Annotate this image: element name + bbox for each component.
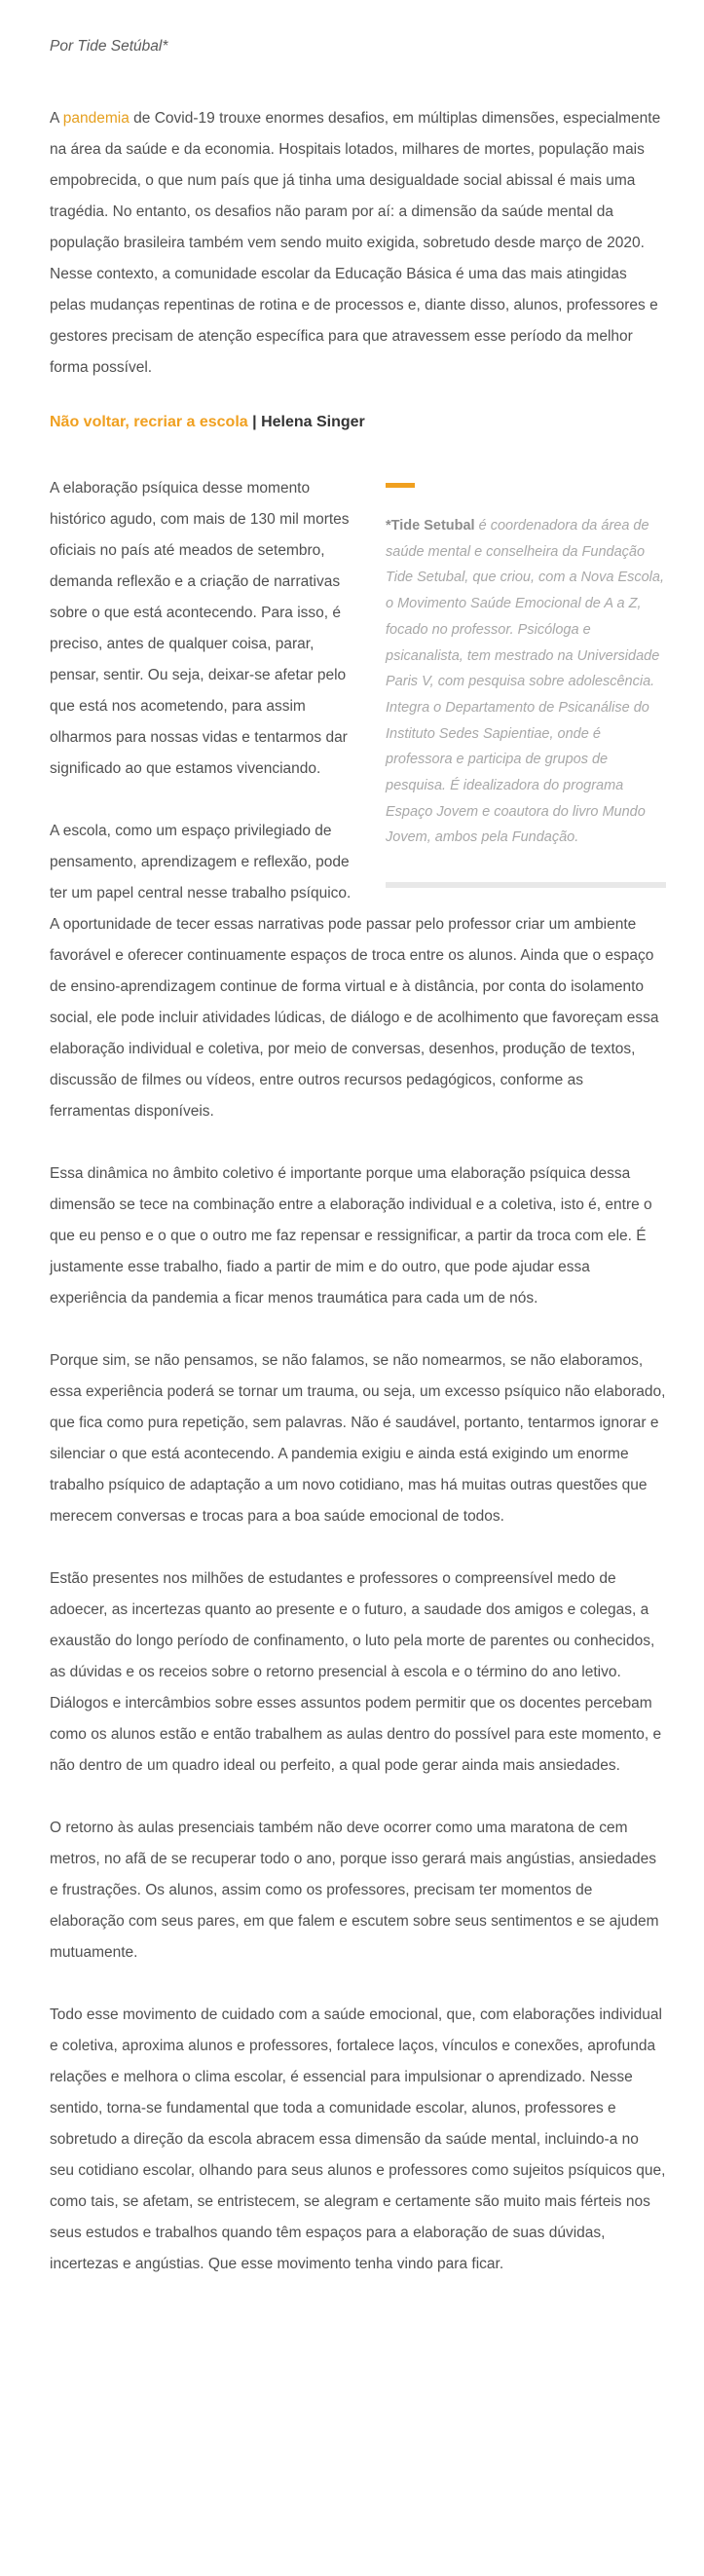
aside-divider xyxy=(386,882,666,888)
author-bio-box xyxy=(386,483,666,888)
accent-bar xyxy=(386,483,415,488)
body-paragraph-2: A escola, como um espaço privilegiado de pensamento, aprendizagem e reflexão, pode ter um papel central nesse trabalho psíquico. A oportunidade de tecer essas narrativas pode passar pelo professor criar um ambiente favorável e oferecer continuamente espaços de troca entre os alunos. Ainda que o espaço de ensino-aprendizagem continue de forma virtual e à distância, por conta do isolamento social, ele pode incluir atividades lúdicas, de diálogo e de acolhimento que favoreçam essa elaboração individual e coletiva, por meio de conversas, desenhos, produção de textos, discussão de filmes ou vídeos, entre outros recursos pedagógicos, conforme as ferramentas disponíveis. xyxy=(50,823,659,1120)
body-paragraph-7: Todo esse movimento de cuidado com a saúde emocional, que, com elaborações individual e coletiva, aproxima alunos e professores, fortalece laços, vínculos e conexões, aprofunda relações e melhora o clima escolar, é essencial para impulsionar o aprendizado. Nesse sentido, torna-se fundamental que toda a comunidade escolar, alunos, professores e sobretudo a direção da escola abracem essa dimensão da saúde mental, incluindo-a no seu cotidiano escolar, olhando para seus alunos e professores como sujeitos psíquicos que, como tais, se afetam, se entristecem, se alegram e certamente são muito mais férteis nos seus estudos e trabalhos quando têm espaços para a elaboração de suas dúvidas, incertezas e angústias. Que esse movimento tenha vindo para ficar. xyxy=(50,2006,666,2272)
section-heading xyxy=(50,411,666,434)
section-title: Não voltar, recriar a escola xyxy=(50,414,248,430)
pandemia-link[interactable]: pandemia xyxy=(62,110,130,127)
intro-pre: A xyxy=(50,110,63,127)
body-paragraph-6: O retorno às aulas presenciais também não deve ocorrer como uma maratona de cem metros, no afã de se recuperar todo o ano, porque isso gerará mais angústias, ansiedades e frustrações. Os alunos, assim como os professores, precisam ter momentos de elaboração com seus pares, em que falem e escutem sobre seus sentimentos e se ajudem mutuamente. xyxy=(50,1820,659,1961)
author-bio-text: é coordenadora da área de saúde mental e conselheira da Fundação Tide Setubal, que criou, com a Nova Escola, o Movimento Saúde Emocional de A a Z, focado no professor. Psicóloga e psicanalista, tem mestrado na Universidade Paris V, com pesquisa sobre adolescência. Integra o Departamento de Psicanálise do Instituto Sedes Sapientiae, onde é professora e participa de grupos de pesquisa. É idealizadora do programa Espaço Jovem e coautora do livro Mundo Jovem, ambos pela Fundação. xyxy=(386,518,664,846)
body-paragraph-1: A elaboração psíquica desse momento histórico agudo, com mais de 130 mil mortes oficiais no país até meados de setembro, demanda reflexão e a criação de narrativas sobre o que está acontecendo. Para isso, é preciso, antes de qualquer coisa, parar, pensar, sentir. Ou seja, deixar-se afetar pelo que está nos acometendo, para assim olharmos para nossas vidas e tentarmos dar significado ao que estamos vivenciando. xyxy=(50,480,350,777)
author-bio xyxy=(386,513,666,851)
section-separator: | xyxy=(252,414,257,430)
article xyxy=(50,0,666,2311)
body-paragraph-5: Estão presentes nos milhões de estudantes e professores o compreensível medo de adoecer, as incertezas quanto ao presente e o futuro, a saudade dos amigos e colegas, a exaustão do longo período de confinamento, o luto pela morte de parentes ou conhecidos, as dúvidas e os receios sobre o retorno presencial à escola e o término do ano letivo. Diálogos e intercâmbios sobre esses assuntos podem permitir que os docentes percebam como os alunos estão e então trabalhem as aulas dentro do possível para este momento, e não dentro de um quadro ideal ou perfeito, a qual pode gerar ainda mais ansiedades. xyxy=(50,1570,662,1774)
byline: Por Tide Setúbal* xyxy=(50,38,168,55)
intro-post: de Covid-19 trouxe enormes desafios, em múltiplas dimensões, especialmente na área da saúde e da economia. Hospitais lotados, milhares de mortes, população mais empobrecida, o que num país que já tinha uma desigualdade social abissal é mais uma tragédia. No entanto, os desafios não param por aí: a dimensão da saúde mental da população brasileira também vem sendo muito exigida, sobretudo desde março de 2020. Nesse contexto, a comunidade escolar da Educação Básica é uma das mais atingidas pelas mudanças repentinas de rotina e de processos e, diante disso, alunos, professores e gestores precisam de atenção específica para que atravessem esse período da melhor forma possível. xyxy=(50,110,661,376)
body-paragraph-3: Essa dinâmica no âmbito coletivo é importante porque uma elaboração psíquica dessa dimensão se tece na combinação entre a elaboração individual e a coletiva, isto é, entre o que eu penso e o que o outro me faz repensar e ressignificar, a partir da troca com ele. É justamente esse trabalho, fiado a partir de mim e do outro, que pode ajudar essa experiência da pandemia a ficar menos traumática para cada um de nós. xyxy=(50,1165,652,1306)
section-author: Helena Singer xyxy=(261,414,365,430)
intro-paragraph xyxy=(50,103,666,384)
body-paragraph-4: Porque sim, se não pensamos, se não falamos, se não nomearmos, se não elaboramos, essa experiência poderá se tornar um trauma, ou seja, um excesso psíquico não elaborado, que fica como pura repetição, sem palavras. Não é saudável, portanto, tentarmos ignorar e silenciar o que está acontecendo. A pandemia exigiu e ainda está exigindo um enorme trabalho psíquico de adaptação a um novo cotidiano, mas há muitas outras questões que merecem conversas e trocas para a boa saúde emocional de todos. xyxy=(50,1352,666,1525)
author-bio-name: *Tide Setubal xyxy=(386,518,475,534)
article-body xyxy=(50,473,666,2311)
